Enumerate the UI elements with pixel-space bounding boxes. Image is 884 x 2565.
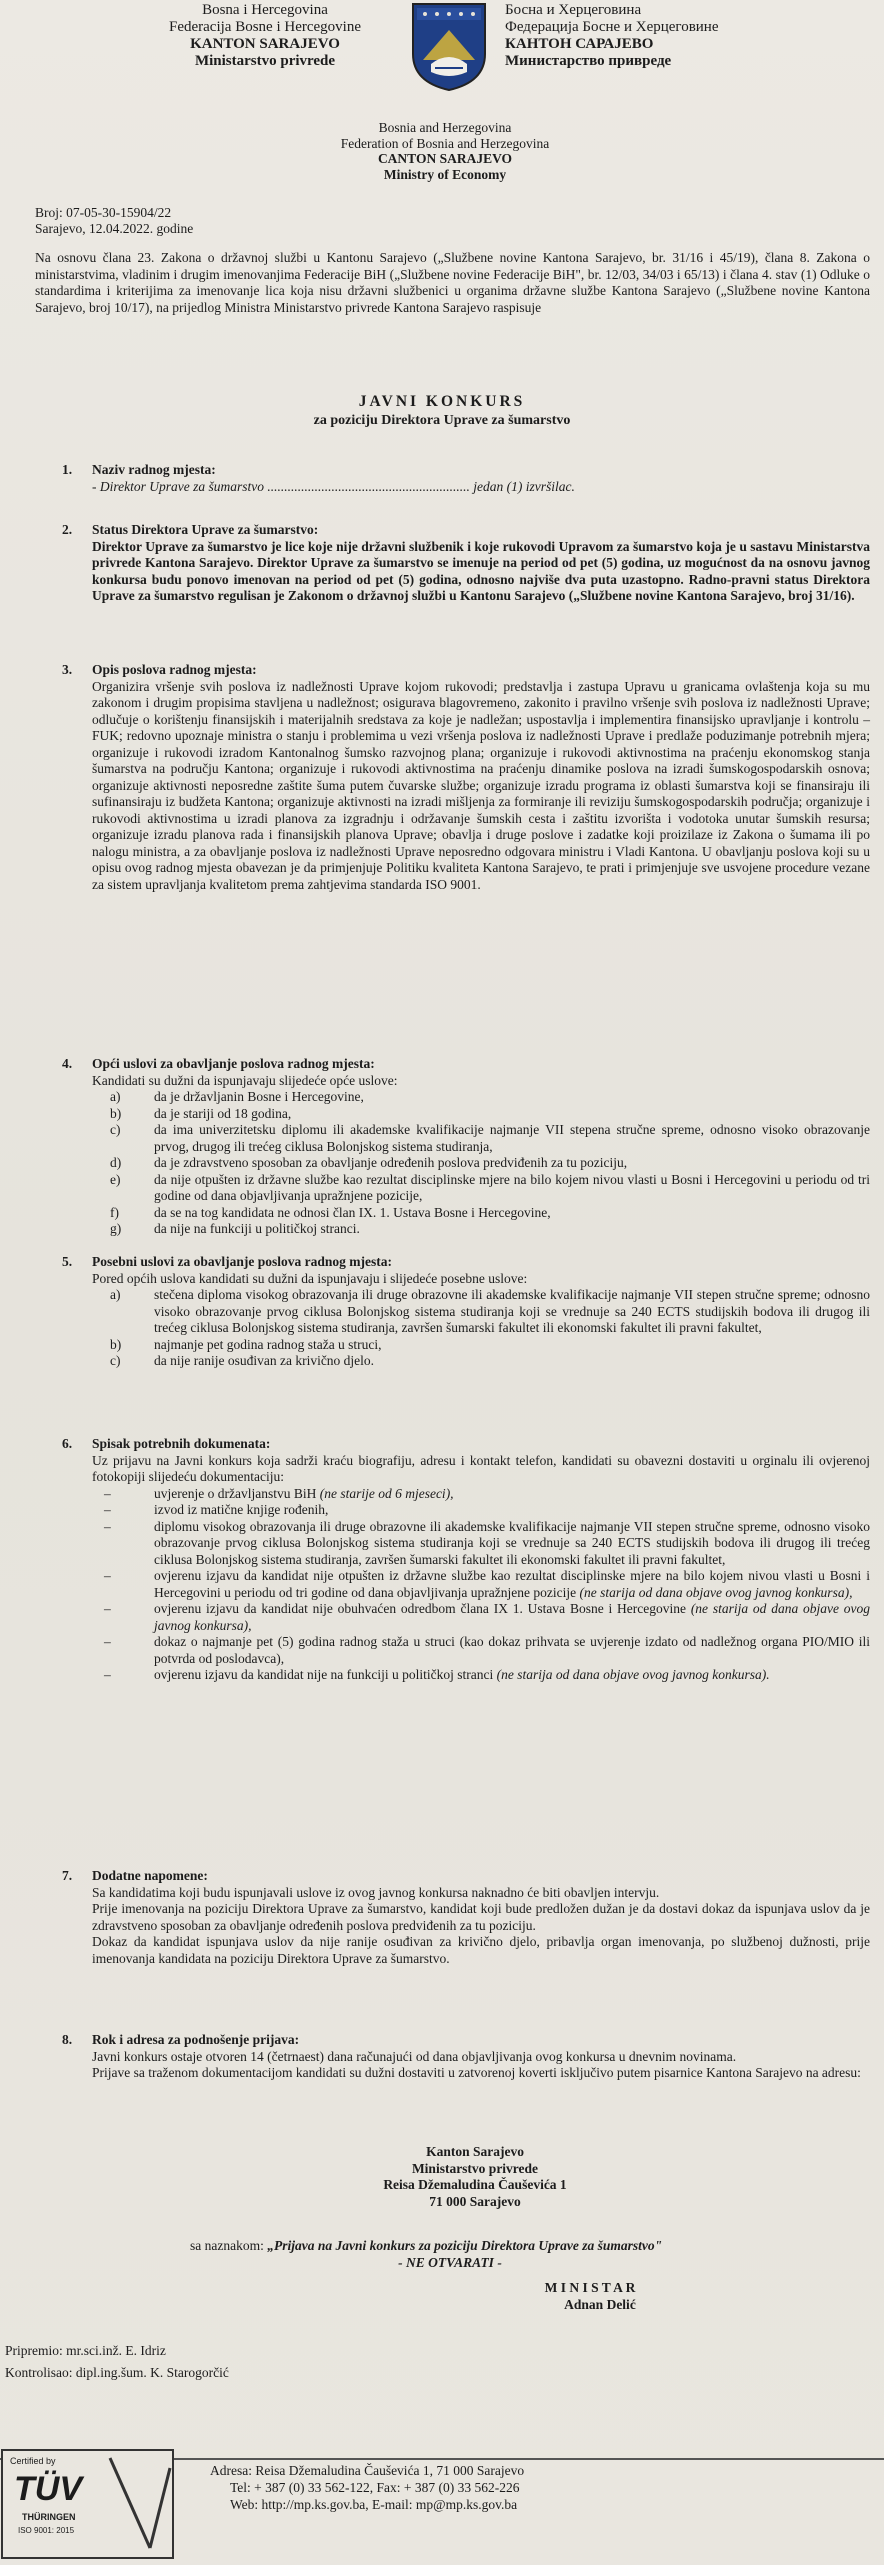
- submission-address: Kanton Sarajevo Ministarstvo privrede Reisa Džemaludina Čauševića 1 71 000 Sarajevo: [383, 2144, 567, 2209]
- list-item: f) da se na tog kandidata ne odnosi član IX. 1. Ustava Bosne i Hercegovine,: [110, 1204, 551, 1220]
- list-item: – diplomu visokog obrazovanja ili druge obrazovne ili akademske kvalifikacije najmanje VII stepen stručne spreme, odnosno visoko obrazovanje prvog ciklusa Bolonjskog sistema studiranja koji se vrednuje sa 240 ECTS studijskih bodova ili drugog ili trećeg ciklusa Bolonjskog sistema studiranja, završen šumarski fakultet ili ekonomski fakultet ili pravni fakultet,: [104, 1518, 870, 1567]
- section-lead: Pored općih uslova kandidati su dužni da ispunjavaju i slijedeće posebne uslove:: [92, 1270, 528, 1286]
- section-5: [62, 1254, 870, 1370]
- letterhead-cyrillic: [505, 2, 795, 70]
- submission-paragraph: Prijave sa traženom dokumentacijom kandidati su dužni dostaviti u zatvorenoj koverti isključivo putem pisarnice Kantona Sarajevo na adresu:: [92, 2065, 861, 2080]
- letterhead: [0, 0, 884, 110]
- section-7: [62, 1868, 870, 1967]
- section-heading: Dodatne napomene:: [92, 1868, 208, 1883]
- documents-list: [62, 1486, 870, 1684]
- letterhead-latin: [120, 2, 410, 70]
- cert-label: Certified by: [10, 2456, 56, 2466]
- signature-block: [470, 2280, 710, 2313]
- list-item: – izvod iz matične knjige rođenih,: [104, 1502, 329, 1517]
- section-1: [62, 462, 870, 495]
- section-number: 7.: [62, 1868, 73, 1883]
- list-item: – ovjerenu izjavu da kandidat nije obuhvaćen odredbom člana IX 1. Ustava Bosne i Hercegovine (ne starija od dana objave ovog javnog konkursa),: [104, 1601, 871, 1633]
- section-number: 6.: [62, 1436, 73, 1451]
- ministry-latin: Ministarstvo privrede: [194, 53, 336, 69]
- section-6: [62, 1436, 870, 1684]
- document-title: JAVNI KONKURS: [358, 393, 526, 410]
- footer-web[interactable]: Web: http://mp.ks.gov.ba, E-mail: mp@mp.ks.gov.ba: [230, 2497, 518, 2512]
- list-item: g) da nije na funkciji u političkoj stranci.: [110, 1221, 360, 1236]
- federation-cyrillic: Федерација Босне и Херцеговине: [505, 19, 719, 35]
- section-heading: Posebni uslovi za obavljanje poslova radnog mjesta:: [92, 1254, 393, 1269]
- section-number: 3.: [62, 662, 73, 677]
- section-heading: Opći uslovi za obavljanje poslova radnog mjesta:: [92, 1056, 375, 1071]
- section-heading: Spisak potrebnih dokumenata:: [92, 1436, 271, 1451]
- footer-address: Adresa: Reisa Džemaludina Čauševića 1, 71 000 Sarajevo: [210, 2463, 525, 2478]
- federation-english: Federation of Bosnia and Herzegovina: [340, 135, 550, 151]
- cert-region: THÜRINGEN: [22, 2512, 76, 2522]
- section-4: [62, 1056, 870, 1238]
- footer-contact: [210, 2462, 670, 2513]
- ministry-english: Ministry of Economy: [383, 166, 507, 182]
- document-date: Sarajevo, 12.04.2022. godine: [35, 221, 194, 236]
- document-subtitle: za poziciju Direktora Uprave za šumarstvo: [313, 413, 571, 428]
- list-item: c) da nije ranije osuđivan za krivično djelo.: [110, 1353, 375, 1368]
- prepared-by: Pripremio: mr.sci.inž. E. Idriz: [5, 2343, 166, 2358]
- cert-logo: TÜV: [14, 2470, 82, 2508]
- list-item: – ovjerenu izjavu da kandidat nije na funkciji u političkoj stranci (ne starija od dana objave ovog javnog konkursa).: [104, 1667, 770, 1682]
- list-item: b) najmanje pet godina radnog staža u struci,: [110, 1336, 382, 1352]
- section-number: 8.: [62, 2032, 73, 2047]
- list-item: – ovjerenu izjavu da kandidat nije otpušten iz državne službe kao rezultat disciplinske mjere na bilo kojem nivou vlasti u Bosni i Hercegovini u periodu od tri godine od dana objavljivanja upražnjene pozicije (ne starija od dana objave ovog javnog konkursa),: [104, 1568, 870, 1600]
- section-heading: Opis poslova radnog mjesta:: [92, 662, 257, 677]
- section-heading: Status Direktora Uprave za šumarstvo:: [92, 522, 319, 537]
- section-lead: Kandidati su dužni da ispunjavaju slijedeće opće uslove:: [92, 1072, 398, 1088]
- tuv-certificate-badge: [0, 2448, 175, 2560]
- section-lead: Uz prijavu na Javni konkurs koja sadrži kraću biografiju, adresu i kontakt telefon, kandidati su obavezni dostaviti u orginalu ili ovjerenoj fotokopiji slijedeću dokumentaciju:: [92, 1452, 870, 1484]
- note-paragraph: Dokaz da kandidat ispunjava uslov da nije ranije osuđivan za krivično djelo, pribavlja organ imenovanja, po službenoj dužnosti, prije imenovanja kandidata na poziciju Direktora Uprave za šumarstvo.: [92, 1934, 870, 1966]
- checked-by: Kontrolisao: dipl.ing.šum. K. Starogorčić: [5, 2365, 229, 2380]
- section-heading: Naziv radnog mjesta:: [92, 462, 216, 477]
- reference-number: Broj: 07-05-30-15904/22: [35, 205, 172, 220]
- country-latin: Bosna i Hercegovina: [202, 2, 328, 18]
- section-2: [62, 522, 870, 605]
- list-item: d) da je zdravstveno sposoban za obavljanje određenih poslova predviđenih za tu poziciju,: [110, 1155, 628, 1170]
- section-number: 2.: [62, 522, 73, 537]
- list-item: b) da je stariji od 18 godina,: [110, 1105, 292, 1121]
- legal-basis-paragraph: Na osnovu člana 23. Zakona o državnoj službi u Kantonu Sarajevo („Službene novine Kantona Sarajevo, br. 31/16 i 45/19), člana 8. Zakona o ministarstvima, vladinim i drugim imenovanjima Federacije BiH („Službene novine Federacije BiH", br. 12/03, 34/03 i 65/13) i člana 4. stav (1) Odluke o standardima i kriterijima za imenovanje lica koja nisu državni službenici u organima državne službe Kantona Sarajevo („Službene novine Kantona Sarajevo, broj 10/17), na prijedlog Ministra Ministarstvo privrede Kantona Sarajevo raspisuje: [35, 250, 870, 315]
- signatory-title: M I N I S T A R: [544, 2280, 636, 2295]
- signatory-name: Adnan Delić: [564, 2296, 636, 2312]
- country-cyrillic: Босна и Херцеговина: [505, 2, 642, 18]
- list-item: a) stečena diploma visokog obrazovanja ili druge obrazovne ili akademske kvalifikacije najmanje VII stepen stručne spreme; odnosno visoko obrazovanje prvog ciklusa Bolonjskog sistema studiranja koji se vrednuje sa 240 ECTS studijskih bodova ili drugog ili trećeg ciklusa Bolonjskog sistema studiranja, završen šumarski fakultet ili ekonomski fakultet ili pravni fakultet,: [110, 1287, 870, 1335]
- deadline-paragraph: Javni konkurs ostaje otvoren 14 (četrnaest) dana računajući od dana objavljivanja ovog konkursa u dnevnim novinama.: [92, 2048, 737, 2064]
- canton-latin: KANTON SARAJEVO: [190, 36, 340, 52]
- special-conditions-list: [62, 1287, 870, 1370]
- position-line: - Direktor Uprave za šumarstvo ............................................................ jedan (1) izvršilac.: [92, 478, 575, 494]
- list-item: e) da nije otpušten iz državne službe kao rezultat disciplinske mjere na bilo kojem nivou vlasti u Bosni i Hercegovini u periodu od tri godine od dana objavljivanja upražnjene pozicije,: [110, 1171, 870, 1203]
- section-3: [62, 662, 870, 893]
- document-meta: [35, 205, 193, 237]
- section-number: 1.: [62, 462, 73, 477]
- section-number: 4.: [62, 1056, 73, 1071]
- status-paragraph: Direktor Uprave za šumarstvo je lice koje nije državni službenik i koje rukovodi Upravom za šumarstvo koja je u sastavu Ministarstva privrede Kantona Sarajevo. Direktor Uprave za šumarstvo se imenuje na period od pet (5) godina, uz mogućnost da na osnovu javnog konkursa budu ponovo imenovan na period od pet (5) godina, odnosno najviše dva puta uzastopno. Radno-pravni status Direktora Uprave za šumarstvo regulisan je Zakonom o državnoj službi u Kantonu Sarajevo („Službene novine Kantona Sarajevo, broj 31/16).: [92, 538, 870, 603]
- country-english: Bosnia and Herzegovina: [378, 120, 512, 135]
- canton-english: CANTON SARAJEVO: [377, 151, 513, 166]
- footer-phone: Tel: + 387 (0) 33 562-122, Fax: + 387 (0) 33 562-226: [230, 2480, 520, 2495]
- note-paragraph: Prije imenovanja na poziciju Direktora Uprave za šumarstvo, kandidat koji bude predložen dužan je da dostavi dokaz da ispunjava uslov da je zdravstveno sposoban za obavljanje određenih poslova predviđenih za tu poziciju.: [92, 1901, 870, 1933]
- canton-crest-icon: [407, 0, 491, 92]
- federation-latin: Federacija Bosne i Hercegovine: [168, 19, 361, 35]
- ministry-cyrillic: Министарство привреде: [505, 53, 672, 69]
- list-item: a) da je državljanin Bosne i Hercegovine,: [110, 1089, 364, 1104]
- section-8: [62, 2032, 870, 2082]
- list-item: – dokaz o najmanje pet (5) godina radnog staža u struci (kao dokaz prihvata se uvjerenje izdato od nadležnog organa PIO/MIO ili potvrda od poslodavca),: [104, 1634, 870, 1666]
- job-description-paragraph: Organizira vršenje svih poslova iz nadležnosti Uprave kojom rukovodi; predstavlja i zastupa Upravu u granicama ovlaštenja koja su mu zakonom i drugim propisima stavljena u nadležnost; osigurava blagovremeno, zakonito i pravilno vršenje svih poslova iz nadležnosti Uprave; odlučuje o korištenju finansijskih i materijalnih sredstava za koje je nadležan; uspostavlja i implementira finansijsko upravljanje i kontrolu – FUK; redovno upoznaje ministra o stanju i problemima u vezi vršenja poslova iz nadležnosti Uprave i predlaže poduzimanje potrebnih mjera; organizuje i rukovodi izradom Kantonalnog šumsko razvojnog plana; organizuje i rukovodi aktivnostima na praćenju ekonomskog stanja šumarstva na području Kantona; organizuje i rukovodi aktivnostima na praćenju dinamike poslova na izradi šumskogospodarskih osnova; organizuje aktivnosti neposredne zaštite šuma putem čuvarske službe; organizuje izradu programa iz oblasti šumarstva koji se finansiraju ili sufinansiraju iz budžeta Kantona; organizuje aktivnosti na izradi mišljenja za formiranje ili reviziju šumskogospodarskih područja; organizuje i rukovodi aktivnostima u izradi planova za izgradnju i održavanje šumskih cesta i zaštitu izvorišta i vodotoka unutar šumskih resursa; organizuje izradu planova rada i finansijskih planova Uprave; obavlja i druge poslove i zadatke koji proizilaze iz Zakona o šumama ili po nalogu ministra, a za obavljanje poslova iz nadležnosti Uprave neposredno odgovara ministru i Vladi Kantona. U obavljanju poslova koji su u opisu ovog radnog mjesta obavezan je da primjenjuje Politiku kvaliteta Kantona Sarajevo, te prati i primjenjuje sve usvojene procedure vezane za sistem upravljanja kvalitetom prema zahtjevima standarda ISO 9001.: [92, 678, 870, 892]
- canton-cyrillic: КАНТОН САРАЈЕВО: [505, 36, 654, 52]
- envelope-marking: sa naznakom: „Prijava na Javni konkurs za poziciju Direktora Uprave za šumarstvo" - NE OTVARATI -: [190, 2238, 830, 2271]
- letterhead-english: [300, 120, 590, 182]
- list-item: – uvjerenje o državljanstvu BiH (ne starije od 6 mjeseci),: [104, 1485, 454, 1501]
- do-not-open-note: - NE OTVARATI -: [398, 2254, 502, 2270]
- note-paragraph: Sa kandidatima koji budu ispunjavali uslove iz ovog javnog konkursa naknadno će biti obavljen intervju.: [92, 1884, 660, 1900]
- section-number: 5.: [62, 1254, 73, 1269]
- list-item: c) da ima univerzitetsku diplomu ili akademske kvalifikacije najmanje VII stepena stručne spreme, odnosno visoko obrazovanje prvog, drugog ili trećeg ciklusa Bolonjskog sistema studiranja,: [110, 1122, 870, 1154]
- cert-iso: ISO 9001: 2015: [18, 2526, 75, 2535]
- section-heading: Rok i adresa za podnošenje prijava:: [92, 2032, 300, 2047]
- general-conditions-list: [62, 1089, 870, 1238]
